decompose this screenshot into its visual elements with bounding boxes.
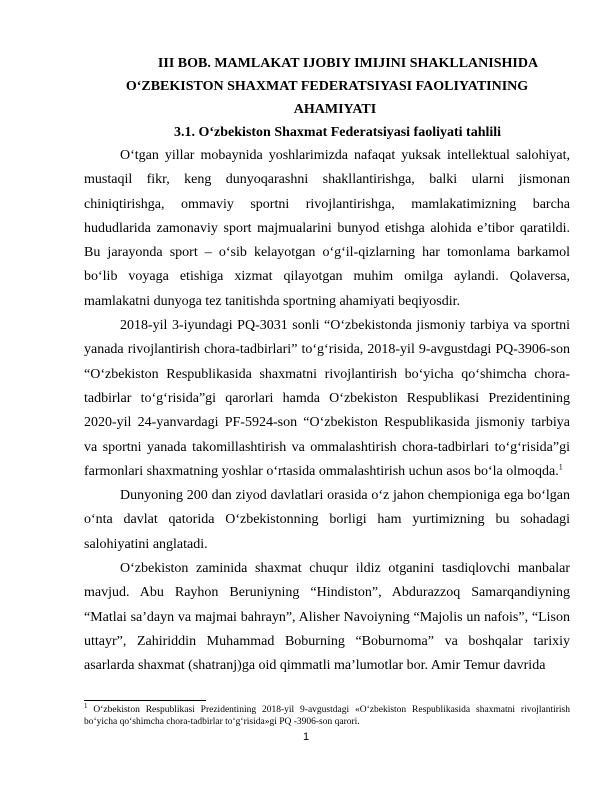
page-content bbox=[84, 52, 570, 679]
paragraph-2-text: 2018-yil 3-iyundagi PQ-3031 sonli “O‘zbekistonda jismoniy tarbiya va sportni yanada rivojlantirish chora-tadbirlari” to‘g‘risida, 2018-yil 9-avgustdagi PQ-3906-son “O‘zbekiston Respublikasida shaxmatni rivojlantirish bo‘yicha qo‘shimcha chora-tadbirlar to‘g‘risida”gi qarorlari hamda O‘zbekiston Respublikasi Prezidentining 2020-yil 24-yanvardagi PF-5924-son “O‘zbekiston Respublikasida jismoniy tarbiya va sportni yanada takomillashtirish va ommalashtirish chora-tadbirlari to‘g‘risida”gi farmonlari shaxmatning yoshlar o‘rtasida ommalashtirish uchun asos bo‘la olmoqda. bbox=[84, 318, 570, 479]
chapter-title bbox=[84, 52, 570, 121]
footnote-mark: 1 bbox=[84, 701, 88, 710]
chapter-title-line-3: AHAMIYATI bbox=[293, 102, 377, 117]
footnote-text: O‘zbekiston Respublikasi Prezidentining 2018-yil 9-avgustdagi «O‘zbekiston Respublikasida shaxmatni rivojlantirish bo‘yicha qo‘shimcha chora-tadbirlar to‘g‘risida»gi PQ -3906-son qarori. bbox=[84, 705, 571, 727]
footnote-reference[interactable]: 1 bbox=[558, 462, 563, 472]
footnote-separator bbox=[84, 700, 206, 701]
section-title: 3.1. O‘zbekiston Shaxmat Federatsiyasi faoliyati tahlili bbox=[174, 125, 502, 140]
paragraph-2 bbox=[84, 314, 570, 484]
footnote bbox=[84, 701, 571, 728]
paragraph-4: O‘zbekiston zaminida shaxmat chuqur ildiz otganini tasdiqlovchi manbalar mavjud. Abu Rayhon Beruniyning “Hindiston”, Abdurazzoq Samarqandiyning “Matlai sa’dayn va majmai bahrayn”, Alisher Navoiyning “Majolis un nafois”, “Lison uttayr”, Zahiriddin Muhammad Boburning “Boburnoma” va boshqalar tarixiy asarlarda shaxmat (shatranj)ga oid qimmatli ma’lumotlar bor. Amir Temur davrida bbox=[84, 561, 570, 674]
chapter-title-line-2: O‘ZBEKISTON SHAXMAT FEDERATSIYASI FAOLIYATINING bbox=[125, 79, 529, 94]
page-number: 1 bbox=[302, 731, 310, 743]
paragraph-3: Dunyoning 200 dan ziyod davlatlari orasida o‘z jahon chempioniga ega bo‘lgan o‘nta davlat qatorida O‘zbekistonning borligi ham yurtimizning bu sohadagi salohiyatini anglatadi. bbox=[84, 488, 570, 552]
paragraph-1: O‘tgan yillar mobaynida yoshlarimizda nafaqat yuksak intellektual salohiyat, mustaqil fikr, keng dunyoqarashni shakllantirishga, balki ularni jismonan chiniqtirishga, ommaviy sportni rivojlantirishga, mamlakatimizning barcha hududlarida zamonaviy sport majmualarini bunyod etishga alohida e’tibor qaratildi. Bu jarayonda sport – o‘sib kelayotgan o‘g‘il-qizlarning har tomonlama barkamol bo‘lib voyaga etishiga xizmat qilayotgan muhim omilga aylandi. Qolaversa, mamlakatni dunyoga tez tanitishda sportning ahamiyati beqiyosdir. bbox=[84, 148, 570, 309]
chapter-title-line-1: III BOB. MAMLAKAT IJOBIY IMIJINI SHAKLLANISHIDA bbox=[157, 56, 539, 71]
